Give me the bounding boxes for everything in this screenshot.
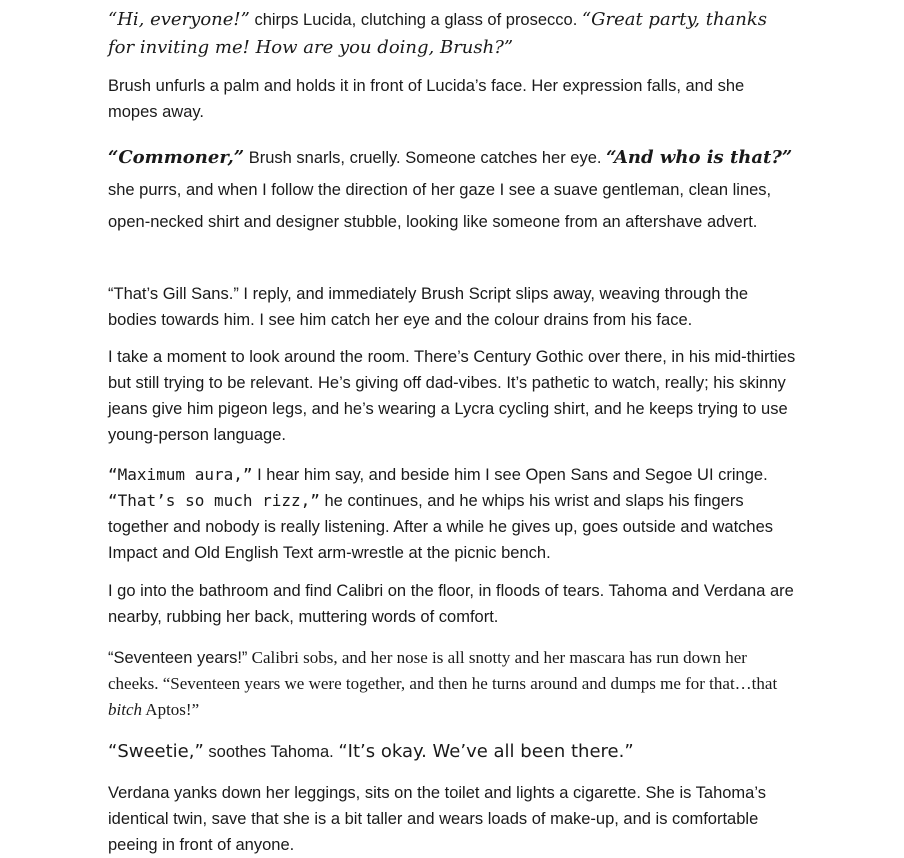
narration: she purrs, and when I follow the direction of her gaze I see a suave gentleman, clean lines, open-necked shirt and designer stubble, looking like someone from an aftershave advert. (108, 181, 772, 231)
narration: Brush snarls, cruelly. Someone catches her eye. (244, 149, 607, 167)
quote-century-rizz: “That’s so much rizz,” (108, 491, 320, 510)
narration: Calibri sobs, and her nose is all snotty and her mascara has run down her cheeks. “Seventeen years we were together, and then he turns around and dumps me for that…that (108, 648, 778, 693)
quote-century-aura: “Maximum aura,” (108, 465, 253, 484)
paragraph-lucida-greeting (108, 6, 798, 62)
paragraph-century-gothic (108, 344, 798, 448)
narration: “That’s Gill Sans.” I reply, and immediately Brush Script slips away, weaving through the bodies towards him. I see him catch her eye and the colour drains from his face. (108, 285, 749, 329)
paragraph-verdana (108, 780, 798, 858)
quote-tahoma-sweetie: “Sweetie,” (108, 741, 204, 762)
paragraph-gill-sans (108, 281, 798, 333)
emphasis: bitch (108, 700, 142, 719)
quote-calibri: “Seventeen years!” (108, 649, 248, 667)
paragraph-calibri-bathroom (108, 578, 798, 630)
narration: chirps Lucida, clutching a glass of prosecco. (249, 11, 582, 29)
narration: soothes Tahoma. (203, 743, 339, 761)
quote-tahoma-okay: “It’s okay. We’ve all been there.” (338, 741, 634, 762)
narration: Verdana yanks down her leggings, sits on the toilet and lights a cigarette. She is Tahoma’s identical twin, save that she is a bit taller and wears loads of make-up, and is comfortable peeing in front of anyone. (108, 784, 766, 854)
paragraph-tahoma-soothes (108, 738, 798, 766)
paragraph-maximum-aura (108, 462, 798, 566)
narration: I go into the bathroom and find Calibri on the floor, in floods of tears. Tahoma and Verdana are nearby, rubbing her back, muttering words of comfort. (108, 582, 794, 626)
quote-brush-commoner: “Commoner,” (108, 147, 245, 168)
narration: he continues, and he whips his wrist and slaps his fingers together and nobody is really listening. After a while he gives up, goes outside and watches Impact and Old English Text arm-wrestle at the picnic bench. (108, 492, 774, 562)
quote-brush-who: “And who is that?” (606, 147, 793, 168)
narration: Brush unfurls a palm and holds it in front of Lucida’s face. Her expression falls, and she mopes away. (108, 77, 745, 121)
paragraph-calibri-sobs (108, 645, 798, 723)
narration: I hear him say, and beside him I see Open Sans and Segoe UI cringe. (252, 466, 768, 484)
quote-lucida: “Hi, everyone!” (108, 9, 250, 30)
narration: Aptos!” (142, 700, 200, 719)
paragraph-brush-palm (108, 73, 798, 125)
narration: I take a moment to look around the room. There’s Century Gothic over there, in his mid-thirties but still trying to be relevant. He’s giving off dad-vibes. It’s pathetic to watch, really; his skinny jeans give him pigeon legs, and he’s wearing a Lycra cycling shirt, and he keeps trying to use young-person language. (108, 348, 796, 444)
paragraph-brush-commoner (108, 142, 798, 238)
quote-lucida-party: “Great party, thanks for inviting me! How are you doing, Brush?” (108, 9, 768, 58)
